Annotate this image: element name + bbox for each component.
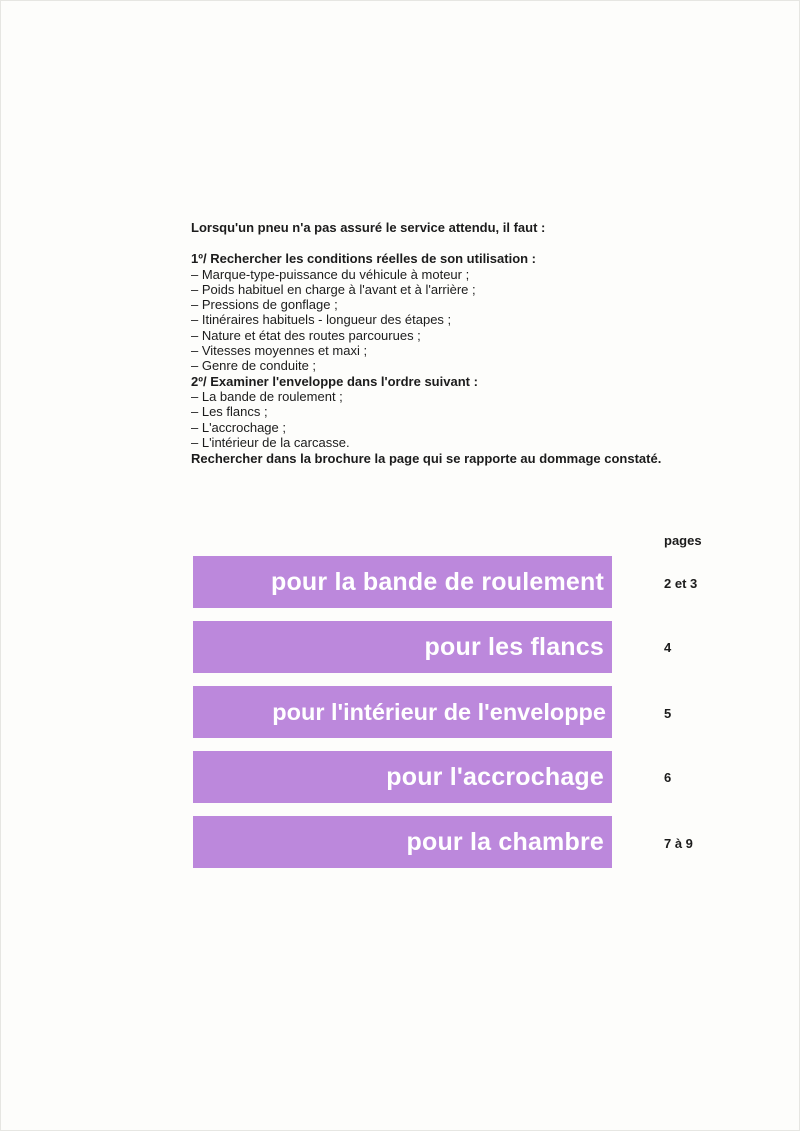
step2-item: – L'intérieur de la carcasse. <box>191 434 350 450</box>
step1-title: 1º/ Rechercher les conditions réelles de son utilisation : <box>191 251 537 267</box>
step2-item: – La bande de roulement ; <box>191 388 343 404</box>
step2-item: – L'accrochage ; <box>191 419 286 435</box>
intro-text <box>191 220 751 466</box>
index-page-number: 6 <box>664 770 672 785</box>
step1-item: – Itinéraires habituels - longueur des étapes ; <box>191 312 452 328</box>
step2-title: 2º/ Examiner l'enveloppe dans l'ordre suivant : <box>191 373 478 389</box>
index-page-number: 2 et 3 <box>664 576 698 591</box>
step1-item: – Poids habituel en charge à l'avant et à l'arrière ; <box>191 281 476 297</box>
intro-lead: Lorsqu'un pneu n'a pas assuré le service attendu, il faut : <box>191 220 546 235</box>
index-band-flancs: pour les flancs <box>193 621 612 673</box>
index-page-number: 4 <box>664 640 672 655</box>
index-band-chambre: pour la chambre <box>193 816 612 868</box>
index-page-number: 5 <box>664 706 672 721</box>
step1-item: – Nature et état des routes parcourues ; <box>191 327 421 343</box>
step1-item: – Marque-type-puissance du véhicule à moteur ; <box>191 266 470 282</box>
index-page-number: 7 à 9 <box>664 836 693 851</box>
step1-item: – Pressions de gonflage ; <box>191 297 338 313</box>
step1-item: – Vitesses moyennes et maxi ; <box>191 343 368 359</box>
step1-item: – Genre de conduite ; <box>191 358 317 374</box>
index-band-accrochage: pour l'accrochage <box>193 751 612 803</box>
index-band-interieur-enveloppe: pour l'intérieur de l'enveloppe <box>193 686 612 738</box>
closing-instruction: Rechercher dans la brochure la page qui se rapporte au dommage constaté. <box>191 451 662 467</box>
pages-column-header: pages <box>664 533 702 548</box>
index-band-bande-de-roulement: pour la bande de roulement <box>193 556 612 608</box>
step2-item: – Les flancs ; <box>191 404 268 420</box>
